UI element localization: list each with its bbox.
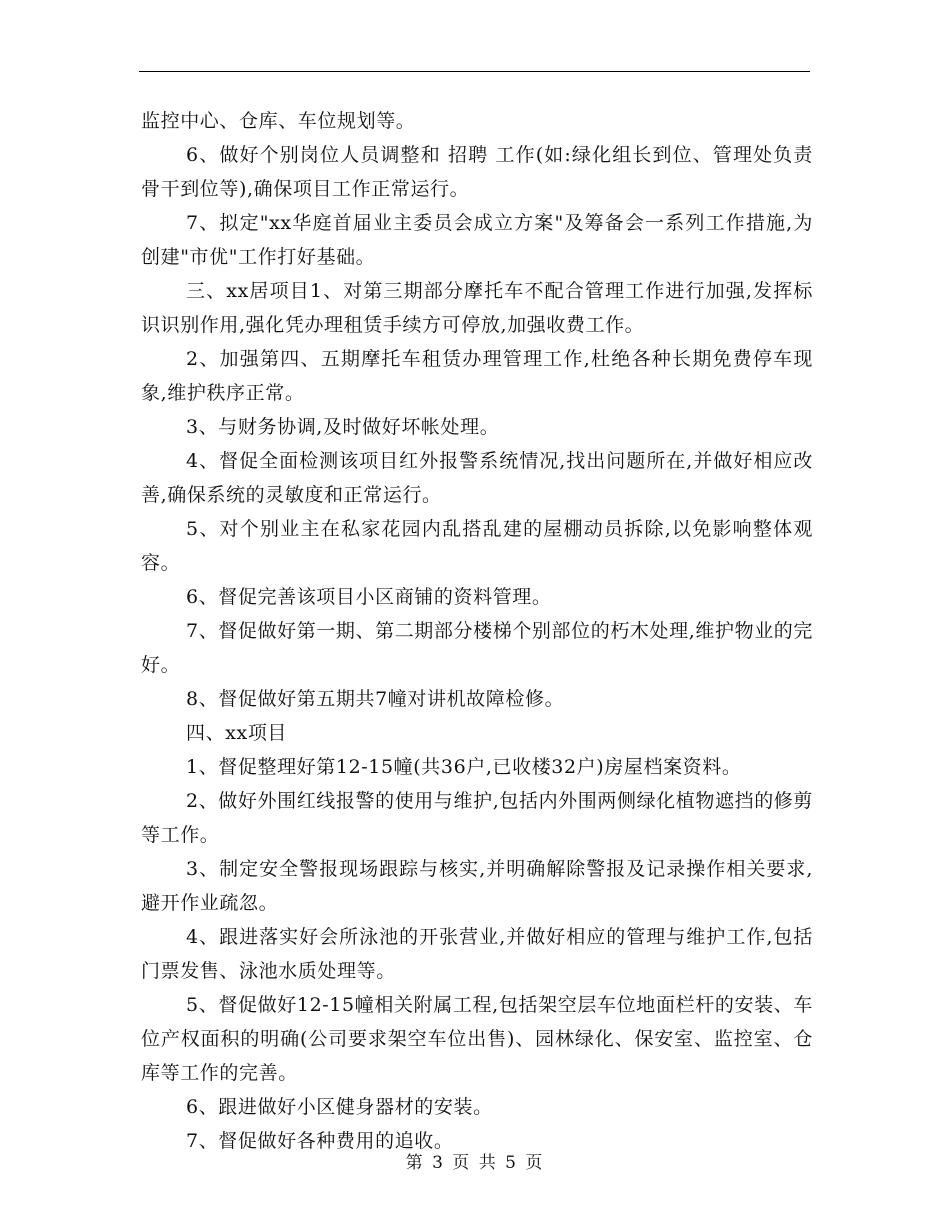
section-heading: 四、xx项目 (186, 722, 288, 744)
paragraph-7: 4、督促全面检测该项目红外报警系统情况,找出问题所在,并做好相应改善,确保系统的灵敏度和正常运行。 (141, 450, 813, 506)
paragraph-14: 2、做好外围红线报警的使用与维护,包括内外围两侧绿化植物遮挡的修剪等工作。 (141, 790, 813, 846)
paragraph-16: 4、跟进落实好会所泳池的开张营业,并做好相应的管理与维护工作,包括门票发售、泳池水质处理等。 (141, 926, 813, 982)
paragraph-11: 8、督促做好第五期共7幢对讲机故障检修。 (186, 688, 565, 710)
paragraph-13: 1、督促整理好第12-15幢(共36户,已收楼32户)房屋档案资料。 (186, 756, 742, 778)
paragraph-1: 监控中心、仓库、车位规划等。 (141, 110, 416, 132)
page-number-footer: 第 3 页 共 5 页 (405, 1153, 545, 1173)
paragraph-18: 6、跟进做好小区健身器材的安装。 (186, 1096, 493, 1118)
header-rule (139, 71, 810, 72)
paragraph-5: 2、加强第四、五期摩托车租赁办理管理工作,杜绝各种长期免费停车现象,维护秩序正常。 (141, 348, 813, 404)
paragraph-2: 6、做好个别岗位人员调整和 招聘 工作(如:绿化组长到位、管理处负责骨干到位等),确保项目工作正常运行。 (141, 144, 813, 200)
paragraph-4: 三、xx居项目1、对第三期部分摩托车不配合管理工作进行加强,发挥标识识别作用,强化凭办理租赁手续方可停放,加强收费工作。 (141, 280, 813, 336)
paragraph-3: 7、拟定"xx华庭首届业主委员会成立方案"及筹备会一系列工作措施,为创建"市优"工作打好基础。 (141, 212, 813, 268)
paragraph-19: 7、督促做好各种费用的追收。 (186, 1130, 454, 1152)
paragraph-9: 6、督促完善该项目小区商铺的资料管理。 (186, 586, 552, 608)
paragraph-6: 3、与财务协调,及时做好坏帐处理。 (186, 416, 500, 438)
paragraph-17: 5、督促做好12-15幢相关附属工程,包括架空层车位地面栏杆的安装、车位产权面积的明确(公司要求架空车位出售)、园林绿化、保安室、监控室、仓库等工作的完善。 (141, 994, 813, 1084)
document-body (141, 104, 813, 1158)
paragraph-8: 5、对个别业主在私家花园内乱搭乱建的屋棚动员拆除,以免影响整体观容。 (141, 518, 813, 574)
paragraph-10: 7、督促做好第一期、第二期部分楼梯个别部位的朽木处理,维护物业的完好。 (141, 620, 813, 676)
paragraph-15: 3、制定安全警报现场跟踪与核实,并明确解除警报及记录操作相关要求,避开作业疏忽。 (141, 858, 813, 914)
